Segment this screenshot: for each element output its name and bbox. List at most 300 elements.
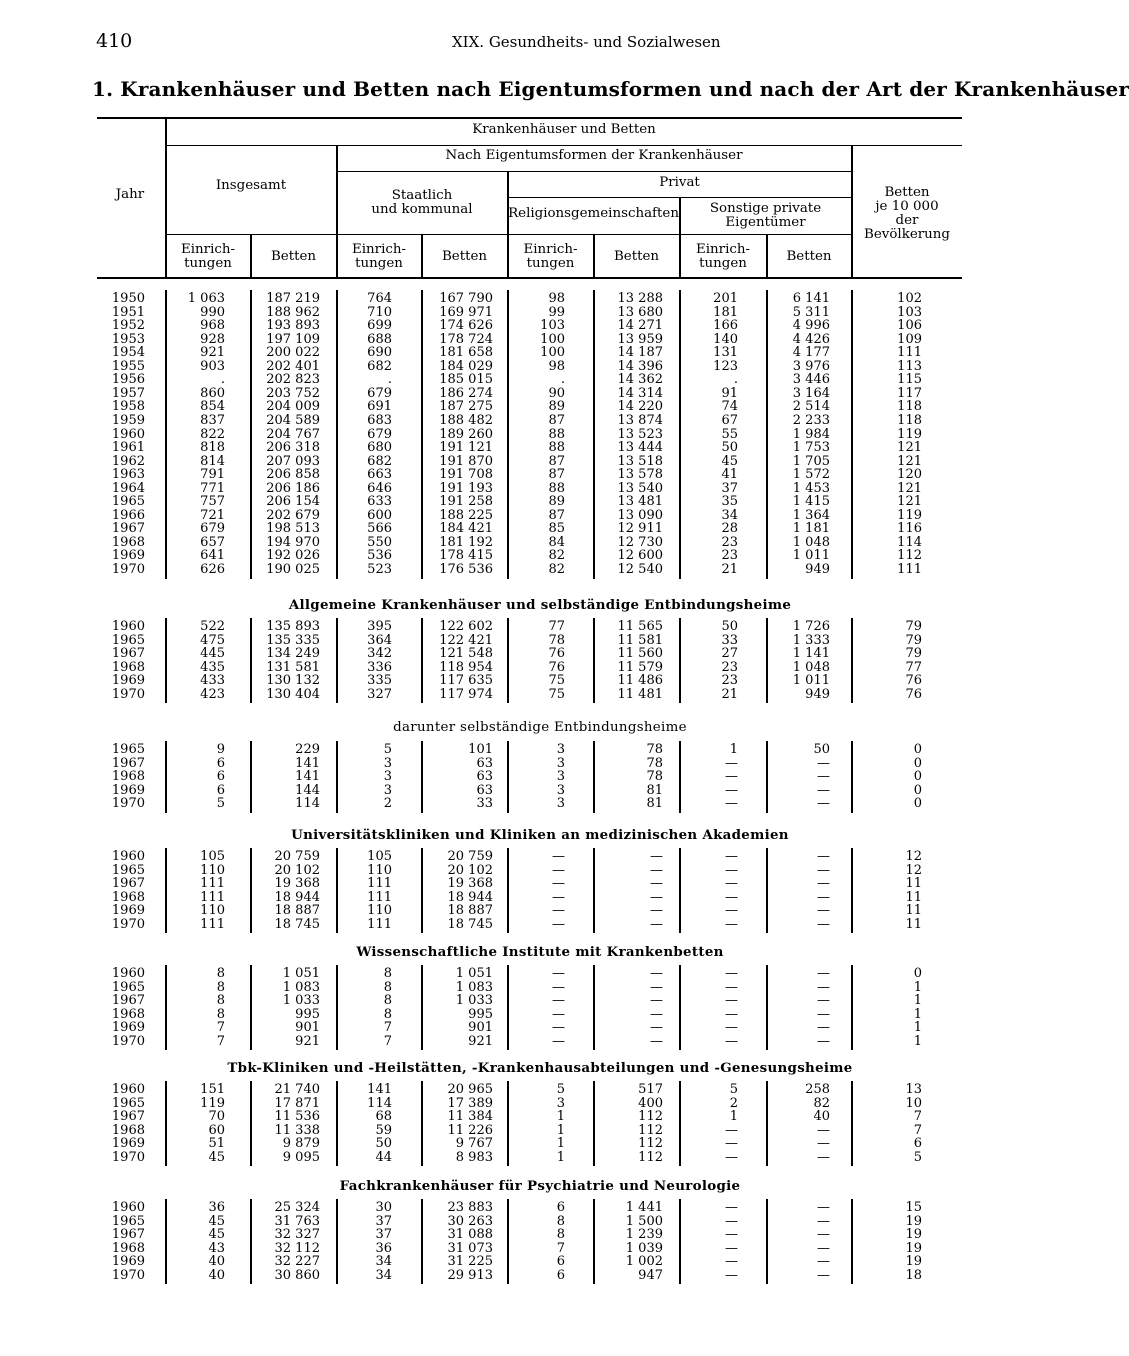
header-sonstige-private: Sonstige private Eigentümer [709,201,822,230]
value-cell: 181 658 [439,345,493,361]
value-cell: 2 514 [792,399,830,415]
year-cell: 1970 [111,796,145,812]
value-cell: 18 [905,1267,922,1283]
value-cell: 79 [905,646,922,662]
value-cell: 37 [721,480,738,496]
value-cell: 1 [556,1122,565,1138]
value-cell: 13 523 [617,426,663,442]
value-cell: 141 [295,755,320,771]
value-cell: 17 871 [274,1095,320,1111]
value-cell: 40 [208,1254,225,1270]
value-cell: — [725,993,738,1009]
value-cell: 1 [913,1033,922,1049]
value-cell: 14 396 [617,358,663,374]
value-cell: 30 263 [447,1213,493,1229]
value-cell: 75 [548,686,565,702]
column-divider [507,1199,509,1284]
value-cell: 11 [905,889,922,905]
value-cell: 6 [556,1254,565,1270]
value-cell: 11 [905,916,922,932]
value-cell: 1 [729,1109,738,1125]
section-title: Tbk-Kliniken und -Heilstätten, -Krankenhausabteilungen und -Genesungsheime [227,1060,853,1076]
value-cell: 81 [646,782,663,798]
value-cell: 1 753 [792,440,830,456]
value-cell: 33 [721,632,738,648]
value-cell: — [552,903,565,919]
value-cell: 121 [897,494,922,510]
value-cell: 21 [721,686,738,702]
value-cell: — [650,916,663,932]
value-cell: 903 [200,358,225,374]
column-divider [851,618,853,703]
value-cell: 1 039 [625,1240,663,1256]
value-cell: — [725,1033,738,1049]
header-privat: Privat [659,175,700,190]
value-cell: 202 401 [266,358,320,374]
value-cell: 204 767 [266,426,320,442]
value-cell: — [817,903,830,919]
year-cell: 1959 [111,412,145,428]
value-cell: — [817,1122,830,1138]
year-cell: 1962 [111,453,145,469]
value-cell: 336 [367,659,392,675]
value-cell: — [725,755,738,771]
value-cell: 8 [383,993,392,1009]
column-divider [851,1081,853,1166]
value-cell: 9 767 [455,1136,493,1152]
value-cell: 3 [383,782,392,798]
value-cell: — [725,966,738,981]
value-cell: 19 [905,1227,922,1243]
value-cell: 11 481 [617,686,663,702]
value-cell: 13 444 [617,440,663,456]
value-cell: 679 [367,426,392,442]
value-cell: 860 [200,385,225,401]
value-cell: 111 [200,889,225,905]
value-cell: 15 [905,1200,922,1215]
value-cell: — [725,849,738,864]
value-cell: 50 [721,440,738,456]
year-cell: 1957 [111,385,145,401]
year-cell: 1969 [111,548,145,564]
value-cell: — [817,979,830,995]
value-cell: — [817,916,830,932]
value-cell: 1 011 [792,673,830,689]
value-cell: 19 368 [447,876,493,892]
value-cell: 118 [897,412,922,428]
value-cell: — [725,769,738,785]
value-cell: 82 [548,562,565,577]
value-cell: 55 [721,426,738,442]
value-cell: 1 048 [792,534,830,550]
value-cell: 14 271 [617,318,663,334]
value-cell: 1 415 [792,494,830,510]
value-cell: 25 324 [274,1200,320,1215]
value-cell: 45 [208,1213,225,1229]
value-cell: 197 109 [266,331,320,347]
header-betten: Betten [786,249,832,264]
value-cell: — [552,979,565,995]
value-cell: 1 083 [455,979,493,995]
value-cell: 6 141 [792,291,830,306]
year-cell: 1967 [111,993,145,1009]
value-cell: 1 239 [625,1227,663,1243]
value-cell: 1 453 [792,480,830,496]
value-cell: 178 415 [439,548,493,564]
value-cell: 1 572 [792,467,830,483]
value-cell: — [650,1006,663,1022]
value-cell: — [552,1033,565,1049]
column-divider [679,1199,681,1284]
value-cell: 1 726 [792,619,830,634]
column-divider [851,741,853,813]
value-cell: 1 [913,993,922,1009]
value-cell: 9 095 [282,1149,320,1165]
header-betten: Betten [613,249,660,264]
value-cell: 123 [713,358,738,374]
year-cell: 1960 [111,966,145,981]
column-divider [165,741,167,813]
value-cell: 112 [638,1136,663,1152]
value-cell: — [725,796,738,812]
value-cell: 691 [367,399,392,415]
value-cell: 990 [200,304,225,320]
value-cell: 87 [548,453,565,469]
value-cell: 11 565 [617,619,663,634]
value-cell: 99 [548,304,565,320]
value-cell: 21 740 [274,1082,320,1097]
value-cell: 110 [367,903,392,919]
value-cell: 121 [897,453,922,469]
column-divider [165,848,167,933]
value-cell: 78 [646,769,663,785]
value-cell: — [725,979,738,995]
year-cell: 1968 [111,1240,145,1256]
value-cell: 9 [216,742,225,757]
value-cell: 76 [548,659,565,675]
value-cell: 764 [367,291,392,306]
value-cell: 7 [913,1122,922,1138]
column-divider [679,1081,681,1166]
year-cell: 1952 [111,318,145,334]
value-cell: 6 [216,755,225,771]
value-cell: 1 181 [792,521,830,537]
header-religionsgemeinschaften: Religionsgemeinschaften [508,206,679,221]
year-cell: 1969 [111,673,145,689]
value-cell: 178 724 [439,331,493,347]
value-cell: 1 [913,1006,922,1022]
column-divider [507,741,509,813]
value-cell: 140 [713,331,738,347]
column-divider [679,290,681,579]
value-cell: 11 560 [617,646,663,662]
value-cell: 18 887 [447,903,493,919]
value-cell: 20 102 [274,862,320,878]
value-cell: 60 [208,1122,225,1138]
year-cell: 1969 [111,903,145,919]
column-divider [421,1199,423,1284]
value-cell: 130 132 [266,673,320,689]
value-cell: — [817,769,830,785]
value-cell: 2 [729,1095,738,1111]
value-cell: 112 [638,1149,663,1165]
value-cell: — [817,782,830,798]
header-einrichtungen: Einrich- tungen [523,242,578,271]
value-cell: 14 314 [617,385,663,401]
value-cell: 949 [805,686,830,702]
value-cell: 8 [216,993,225,1009]
value-cell: 5 [556,1082,565,1097]
value-cell: — [725,1136,738,1152]
value-cell: 1 051 [455,966,493,981]
year-cell: 1967 [111,1227,145,1243]
value-cell: 36 [208,1200,225,1215]
value-cell: 682 [367,453,392,469]
column-divider [165,1199,167,1284]
value-cell: 76 [548,646,565,662]
value-cell: — [817,889,830,905]
year-cell: 1968 [111,534,145,550]
section-title: darunter selbständige Entbindungsheime [393,720,687,735]
value-cell: 14 187 [617,345,663,361]
value-cell: 31 073 [447,1240,493,1256]
value-cell: 1 705 [792,453,830,469]
value-cell: 88 [548,440,565,456]
year-cell: 1965 [111,979,145,995]
value-cell: 837 [200,412,225,428]
value-cell: 114 [367,1095,392,1111]
value-cell: — [725,1200,738,1215]
value-cell: 200 022 [266,345,320,361]
value-cell: 31 225 [447,1254,493,1270]
value-cell: 822 [200,426,225,442]
value-cell: 82 [548,548,565,564]
value-cell: 6 [216,782,225,798]
value-cell: 120 [897,467,922,483]
value-cell: 947 [638,1267,663,1283]
value-cell: 19 [905,1213,922,1229]
value-cell: — [817,1227,830,1243]
value-cell: — [817,755,830,771]
value-cell: 258 [805,1082,830,1097]
value-cell: 32 327 [274,1227,320,1243]
value-cell: — [725,1267,738,1283]
column-divider [421,848,423,933]
value-cell: — [725,1006,738,1022]
value-cell: 3 [556,769,565,785]
value-cell: 30 [375,1200,392,1215]
value-cell: 34 [375,1267,392,1283]
value-cell: 91 [721,385,738,401]
value-cell: 536 [367,548,392,564]
value-cell: — [725,862,738,878]
value-cell: 18 745 [274,916,320,932]
value-cell: 103 [540,318,565,334]
value-cell: — [817,796,830,812]
value-cell: — [725,1020,738,1036]
value-cell: 111 [200,916,225,932]
value-cell: 31 088 [447,1227,493,1243]
header-jahr: Jahr [115,187,145,202]
value-cell: 8 [383,979,392,995]
value-cell: 6 [556,1200,565,1215]
value-cell: 445 [200,646,225,662]
value-cell: 187 275 [439,399,493,415]
value-cell: 37 [375,1227,392,1243]
value-cell: 13 518 [617,453,663,469]
value-cell: 204 009 [266,399,320,415]
header-nach-eigentumsformen: Nach Eigentumsformen der Krankenhäuser [445,148,743,163]
value-cell: 13 578 [617,467,663,483]
value-cell: 115 [897,372,922,388]
value-cell: 8 983 [455,1149,493,1165]
value-cell: 3 [556,1095,565,1111]
value-cell: — [650,903,663,919]
value-cell: — [817,1267,830,1283]
value-cell: 7 [383,1033,392,1049]
value-cell: 7 [216,1033,225,1049]
value-cell: — [725,876,738,892]
value-cell: 34 [375,1254,392,1270]
column-divider [851,848,853,933]
value-cell: 3 976 [792,358,830,374]
year-cell: 1965 [111,494,145,510]
value-cell: 110 [200,862,225,878]
column-divider [507,618,509,703]
value-cell: 600 [367,507,392,523]
value-cell: 18 887 [274,903,320,919]
value-cell: 1 [913,1020,922,1036]
header-betten: Betten [270,249,317,264]
value-cell: 181 192 [439,534,493,550]
value-cell: 141 [295,769,320,785]
value-cell: 17 389 [447,1095,493,1111]
value-cell: 3 [556,782,565,798]
value-cell: 3 [556,755,565,771]
value-cell: 6 [556,1267,565,1283]
section-title: Fachkrankenhäuser für Psychiatrie und Neurologie [339,1178,741,1194]
value-cell: 663 [367,467,392,483]
year-cell: 1968 [111,889,145,905]
value-cell: 8 [383,966,392,981]
value-cell: 1 063 [187,291,225,306]
year-cell: 1956 [111,372,145,388]
value-cell: 114 [295,796,320,812]
value-cell: 63 [476,769,493,785]
value-cell: 112 [897,548,922,564]
value-cell: 130 404 [266,686,320,702]
value-cell: 110 [200,903,225,919]
value-cell: 928 [200,331,225,347]
value-cell: 19 368 [274,876,320,892]
value-cell: 30 860 [274,1267,320,1283]
value-cell: 9 879 [282,1136,320,1152]
year-cell: 1960 [111,1200,145,1215]
value-cell: 131 [713,345,738,361]
year-cell: 1970 [111,1149,145,1165]
year-cell: 1963 [111,467,145,483]
value-cell: . [387,372,392,388]
value-cell: 699 [367,318,392,334]
value-cell: 10 [905,1095,922,1111]
value-cell: 112 [638,1109,663,1125]
value-cell: 1 051 [282,966,320,981]
column-divider [851,965,853,1050]
year-cell: 1970 [111,1033,145,1049]
value-cell: 657 [200,534,225,550]
value-cell: 185 015 [439,372,493,388]
value-cell: 921 [200,345,225,361]
value-cell: 89 [548,399,565,415]
value-cell: 901 [468,1020,493,1036]
value-cell: 44 [375,1149,392,1165]
year-cell: 1958 [111,399,145,415]
value-cell: 20 102 [447,862,493,878]
value-cell: 3 [556,742,565,757]
value-cell: 111 [367,916,392,932]
value-cell: 949 [805,562,830,577]
value-cell: — [725,1149,738,1165]
year-cell: 1960 [111,426,145,442]
year-cell: 1970 [111,1267,145,1283]
value-cell: 121 548 [439,646,493,662]
value-cell: 0 [913,782,922,798]
value-cell: — [725,1122,738,1138]
value-cell: 131 581 [266,659,320,675]
value-cell: 5 [913,1149,922,1165]
value-cell: 40 [208,1267,225,1283]
value-cell: 4 996 [792,318,830,334]
value-cell: 63 [476,782,493,798]
column-divider [336,965,338,1050]
column-divider [679,618,681,703]
year-cell: 1968 [111,1006,145,1022]
value-cell: 190 025 [266,562,320,577]
value-cell: 6 [216,769,225,785]
value-cell: — [817,1136,830,1152]
year-cell: 1967 [111,876,145,892]
column-divider [336,1199,338,1284]
value-cell: 111 [367,876,392,892]
value-cell: 37 [375,1213,392,1229]
value-cell: 188 962 [266,304,320,320]
value-cell: 118 954 [439,659,493,675]
value-cell: 19 [905,1240,922,1256]
value-cell: 111 [897,562,922,577]
value-cell: 7 [913,1109,922,1125]
value-cell: — [817,1033,830,1049]
value-cell: — [817,966,830,981]
value-cell: 327 [367,686,392,702]
value-cell: — [650,993,663,1009]
value-cell: 335 [367,673,392,689]
value-cell: 193 893 [266,318,320,334]
value-cell: 3 [556,796,565,812]
value-cell: 105 [367,849,392,864]
value-cell: 63 [476,755,493,771]
value-cell: 4 177 [792,345,830,361]
value-cell: 12 911 [617,521,663,537]
value-cell: 50 [375,1136,392,1152]
value-cell: 119 [897,426,922,442]
value-cell: 901 [295,1020,320,1036]
value-cell: — [552,862,565,878]
value-cell: 23 [721,673,738,689]
value-cell: 32 112 [274,1240,320,1256]
value-cell: 204 589 [266,412,320,428]
value-cell: 757 [200,494,225,510]
year-cell: 1950 [111,291,145,306]
